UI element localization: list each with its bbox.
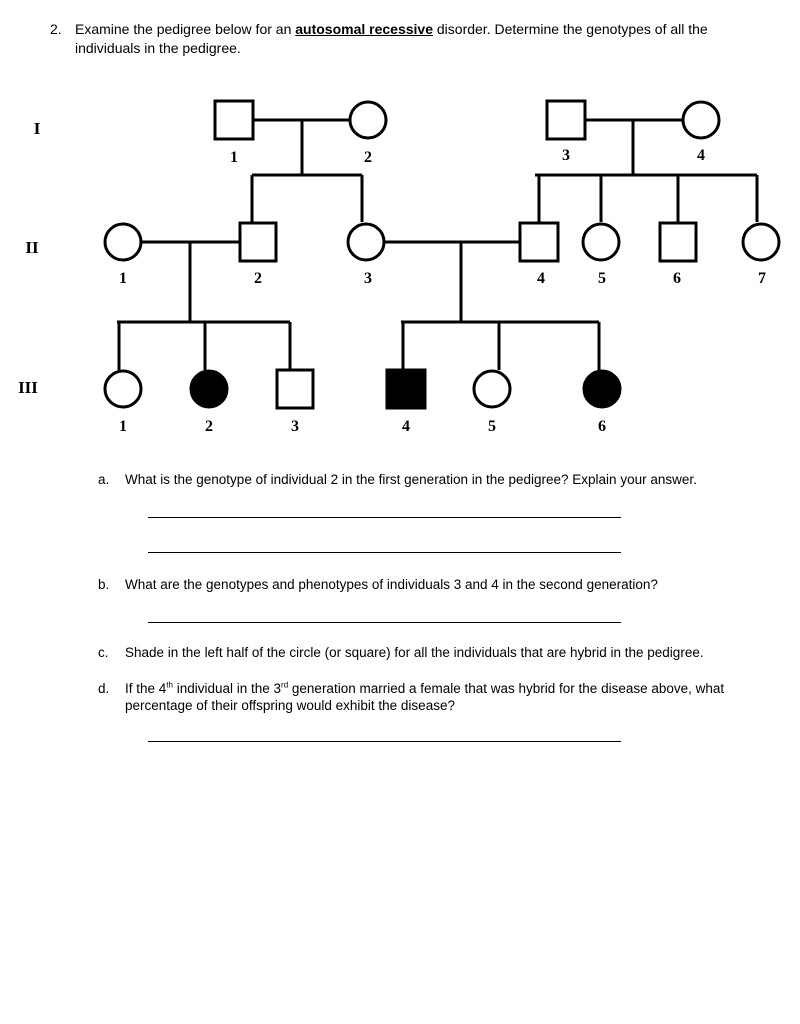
gen2-female-1 (105, 224, 141, 260)
gen1-male-1 (215, 101, 253, 139)
question-a-text: What is the genotype of individual 2 in the first generation in the pedigree? Explain your answer. (125, 472, 697, 487)
gen2-male-4 (520, 223, 558, 261)
gen1-label-3: 3 (562, 147, 570, 164)
question-number: 2. (50, 21, 62, 37)
question-a-letter: a. (98, 472, 110, 487)
question-d-text-1: If the 4 (125, 681, 167, 696)
question-b-text: What are the genotypes and phenotypes of individuals 3 and 4 in the second generation? (125, 577, 658, 592)
gen3-female-1 (105, 371, 141, 407)
gen3-female-2-affected (191, 371, 227, 407)
gen1-label-4: 4 (697, 147, 705, 164)
answer-line-d[interactable] (148, 741, 621, 742)
question-b-letter: b. (98, 577, 110, 592)
gen2-label-7: 7 (758, 270, 766, 287)
gen1-female-2 (350, 102, 386, 138)
prompt-text-before: Examine the pedigree below for an (75, 21, 296, 37)
gen2-label-4: 4 (537, 270, 545, 287)
generation-label-1: I (33, 119, 41, 138)
question-d-text-3: generation married a female that was hybrid for the disease above, what percentage of their offspring would exhibit the disease? (125, 681, 725, 713)
gen2-label-2: 2 (254, 270, 262, 287)
gen2-female-3 (348, 224, 384, 260)
question-c-text: Shade in the left half of the circle (or square) for all the individuals that are hybrid in the pedigree. (125, 645, 704, 660)
question-a (98, 471, 778, 488)
gen3-label-1: 1 (119, 418, 127, 435)
question-d-letter: d. (98, 681, 110, 696)
gen3-label-5: 5 (488, 418, 496, 435)
answer-line-a-1[interactable] (148, 517, 621, 518)
question-d-text (125, 680, 778, 714)
gen2-female-5 (583, 224, 619, 260)
generation-label-3: III (18, 378, 38, 397)
gen2-female-7 (743, 224, 779, 260)
answer-line-a-2[interactable] (148, 552, 621, 553)
question-c-letter: c. (98, 645, 109, 660)
prompt-text-after: disorder. Determine the genotypes of all the individuals in the pedigree. (75, 21, 708, 56)
question-d (98, 680, 778, 714)
generation-label-2: II (25, 238, 39, 257)
gen3-female-5 (474, 371, 510, 407)
gen3-female-6-affected (584, 371, 620, 407)
gen3-male-4-affected (387, 370, 425, 408)
gen2-label-3: 3 (364, 270, 372, 287)
gen3-label-4: 4 (402, 418, 410, 435)
gen1-female-4 (683, 102, 719, 138)
gen1-label-1: 1 (230, 149, 238, 166)
gen2-label-6: 6 (673, 270, 681, 287)
gen2-male-2 (240, 223, 276, 261)
gen1-label-2: 2 (364, 149, 372, 166)
gen1-male-3 (547, 101, 585, 139)
question-d-sup-1: th (166, 680, 173, 690)
question-b (98, 576, 778, 593)
question-d-text-2: individual in the 3 (172, 681, 282, 696)
prompt-emphasis: autosomal recessive (295, 21, 433, 37)
gen3-label-3: 3 (291, 418, 299, 435)
pedigree-chart (0, 0, 800, 450)
gen2-male-6 (660, 223, 696, 261)
question-c (98, 644, 778, 661)
question-d-sup-2: rd (281, 680, 289, 690)
answer-line-b[interactable] (148, 622, 621, 623)
gen3-label-2: 2 (205, 418, 213, 435)
gen2-label-1: 1 (119, 270, 127, 287)
gen3-male-3 (277, 370, 313, 408)
gen3-label-6: 6 (598, 418, 606, 435)
gen2-label-5: 5 (598, 270, 606, 287)
